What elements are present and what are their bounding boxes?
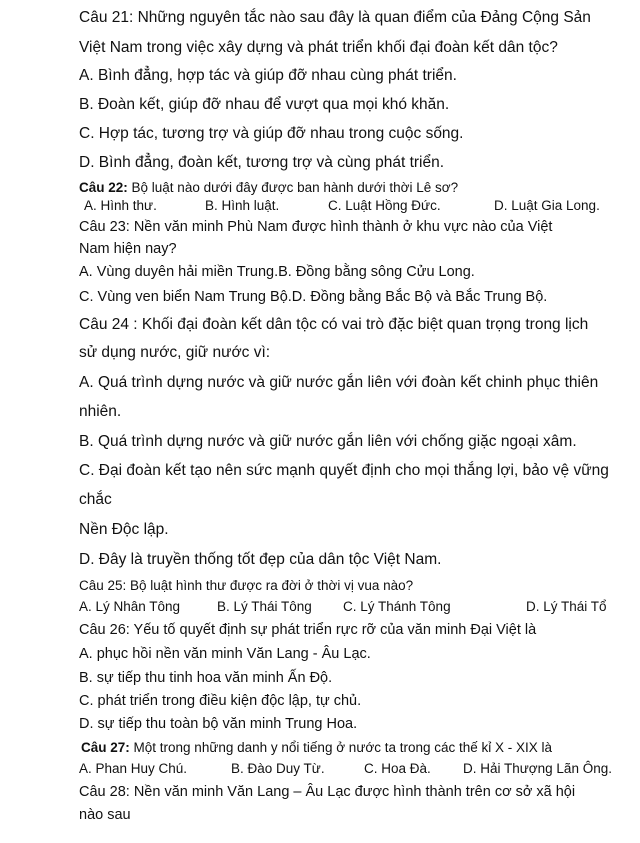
- q21-stem-line1: Câu 21: Những nguyên tắc nào sau đây là quan điểm của Đảng Cộng Sản: [79, 9, 591, 26]
- q21-option-a: A. Bình đẳng, hợp tác và giúp đỡ nhau cùng phát triển.: [79, 67, 457, 84]
- q23-stem-line1: Câu 23: Nền văn minh Phù Nam được hình thành ở khu vực nào của Việt: [79, 219, 553, 235]
- q22-stem: [79, 181, 458, 195]
- q26-option-c: C. phát triển trong điều kiện độc lập, tự chủ.: [79, 693, 362, 709]
- q27-option-a: A. Phan Huy Chú.: [79, 761, 188, 776]
- q24-stem-line1: Câu 24 : Khối đại đoàn kết dân tộc có vai trò đặc biệt quan trọng trong lịch: [79, 316, 589, 333]
- q23-stem-line2: Nam hiện nay?: [79, 241, 177, 257]
- q24-option-a-line2: nhiên.: [79, 403, 122, 420]
- q25-option-b: B. Lý Thái Tông: [217, 599, 312, 614]
- q24-stem-line2: sử dụng nước, giữ nước vì:: [79, 344, 271, 361]
- q24-option-c-line3: Nền Độc lập.: [79, 521, 169, 538]
- q24-option-a-line1: A. Quá trình dựng nước và giữ nước gắn liên với đoàn kết chinh phục thiên: [79, 374, 599, 391]
- q23-options-ab: A. Vùng duyên hải miền Trung.B. Đồng bằng sông Cửu Long.: [79, 264, 475, 280]
- q27-stem: [81, 741, 552, 755]
- q28-stem-line1: Câu 28: Nền văn minh Văn Lang – Âu Lạc được hình thành trên cơ sở xã hội: [79, 784, 576, 800]
- q22-label: Câu 22:: [79, 180, 128, 195]
- q22-option-b: B. Hình luật.: [205, 198, 280, 213]
- q27-option-c: C. Hoa Đà.: [364, 761, 431, 776]
- q27-label: Câu 27:: [81, 740, 130, 755]
- q21-option-b: B. Đoàn kết, giúp đỡ nhau để vượt qua mọi khó khăn.: [79, 96, 450, 113]
- q21-stem-line2: Việt Nam trong việc xây dựng và phát triển khối đại đoàn kết dân tộc?: [79, 39, 558, 56]
- q26-option-a: A. phục hồi nền văn minh Văn Lang - Âu Lạc.: [79, 646, 371, 662]
- q25-option-c: C. Lý Thánh Tông: [343, 599, 451, 614]
- q22-option-d: D. Luật Gia Long.: [494, 198, 600, 213]
- q24-option-b: B. Quá trình dựng nước và giữ nước gắn liên với chống giặc ngoại xâm.: [79, 433, 577, 450]
- q24-option-c-line1: C. Đại đoàn kết tạo nên sức mạnh quyết định cho mọi thắng lợi, bảo vệ vững: [79, 462, 609, 479]
- q22-text: Bộ luật nào dưới đây được ban hành dưới thời Lê sơ?: [127, 180, 459, 195]
- q21-option-d: D. Bình đẳng, đoàn kết, tương trợ và cùng phát triển.: [79, 154, 445, 171]
- q27-text: Một trong những danh y nổi tiếng ở nước ta trong các thế kỉ X - XIX là: [129, 740, 553, 755]
- q25-stem: Câu 25: Bộ luật hình thư được ra đời ở thời vị vua nào?: [79, 578, 414, 593]
- q26-option-b: B. sự tiếp thu tinh hoa văn minh Ấn Độ.: [79, 670, 333, 686]
- q26-stem: Câu 26: Yếu tố quyết định sự phát triển rực rỡ của văn minh Đại Việt là: [79, 622, 537, 638]
- q27-option-b: B. Đào Duy Từ.: [231, 761, 325, 776]
- q24-option-d: D. Đây là truyền thống tốt đẹp của dân tộc Việt Nam.: [79, 551, 442, 568]
- q21-option-c: C. Hợp tác, tương trợ và giúp đỡ nhau trong cuộc sống.: [79, 125, 464, 142]
- q22-option-a: A. Hình thư.: [84, 198, 157, 213]
- q25-option-d: D. Lý Thái Tổ: [526, 599, 607, 614]
- q23-options-cd: C. Vùng ven biển Nam Trung Bộ.D. Đồng bằng Bắc Bộ và Bắc Trung Bộ.: [79, 289, 548, 305]
- q26-option-d: D. sự tiếp thu toàn bộ văn minh Trung Hoa.: [79, 716, 358, 732]
- q27-option-d: D. Hải Thượng Lãn Ông.: [463, 761, 612, 776]
- q22-option-c: C. Luật Hồng Đức.: [328, 198, 441, 213]
- q24-option-c-line2: chắc: [79, 491, 112, 508]
- q25-option-a: A. Lý Nhân Tông: [79, 599, 181, 614]
- q28-stem-line2: nào sau: [79, 807, 131, 823]
